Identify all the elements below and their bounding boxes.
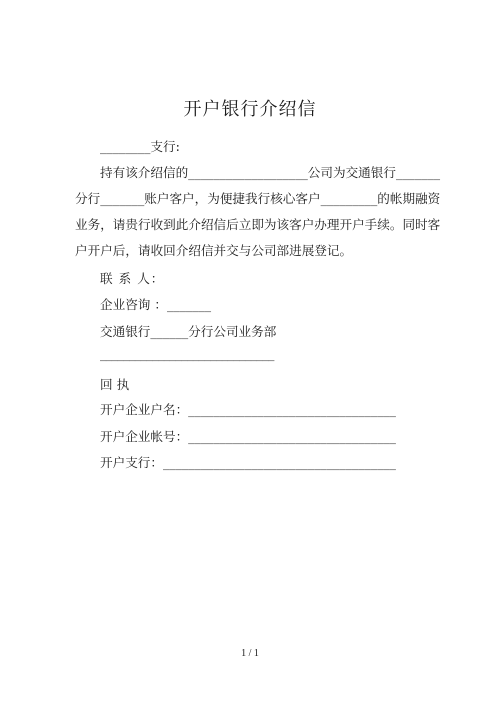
opening-branch-field: 开户支行：_____________________________________ — [100, 455, 396, 470]
body-line-4: 户开户后，请收回介绍信并交与公司部进展登记。 — [75, 243, 353, 258]
bank-department: 交通银行______分行公司业务部 — [100, 324, 277, 339]
account-number-field: 开户企业帐号：_________________________________ — [100, 429, 396, 444]
document-title: 开户银行介绍信 — [183, 99, 317, 120]
body-line-3: 业务，请贵行收到此介绍信后立即为该客户办理开户手续。同时客 — [75, 217, 441, 232]
enterprise-inquiry: 企业咨询 ：_______ — [100, 297, 212, 312]
body-line-2: 分行_______账户客户，为便捷我行核心客户_________的帐期融资 — [75, 191, 441, 206]
body-line-1: 持有该介绍信的___________________公司为交通银行_______ — [100, 165, 441, 180]
account-name-field: 开户企业户名：_________________________________ — [100, 402, 396, 417]
separator-line: ______________________________ — [100, 346, 274, 361]
contact-person-label: 联 系 人： — [100, 271, 165, 286]
receipt-heading: 回 执 — [100, 377, 130, 392]
page-number: 1 / 1 — [241, 648, 259, 659]
addressee-line: ________支行: — [100, 139, 180, 154]
